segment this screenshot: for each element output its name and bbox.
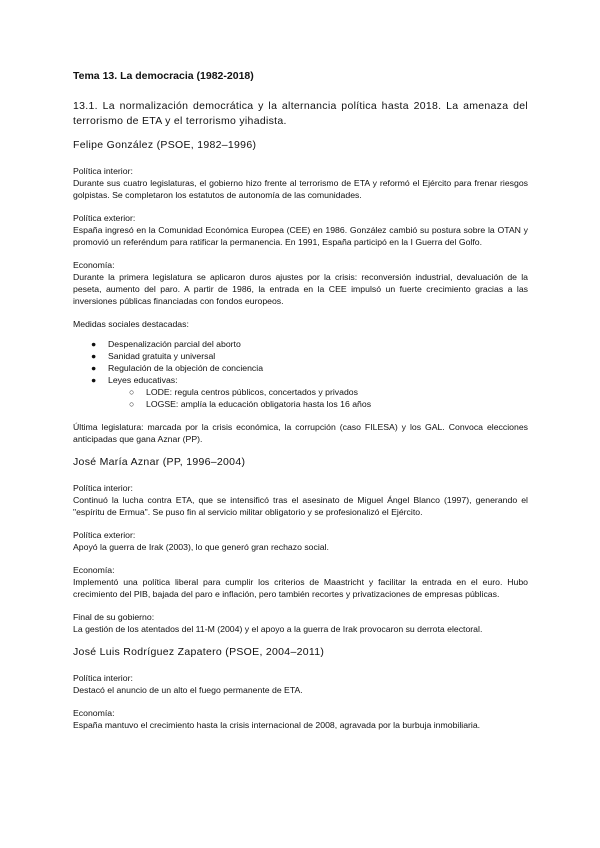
document-title: Tema 13. La democracia (1982-2018) [73,70,254,82]
gonzalez-ultima-text: Última legislatura: marcada por la crisis económica, la corrupción (caso FILESA) y los GAL. Convoca elecciones anticipadas que gana Aznar (PP). [73,422,528,444]
list-item: ● Despenalización parcial del aborto [91,339,241,349]
circle-bullet-icon: ○ [129,387,135,397]
gonzalez-interior-label: Política interior: [73,166,133,176]
bullet-icon: ● [91,351,97,361]
bullet-icon: ● [91,339,97,349]
gonzalez-economia-text: Durante la primera legislatura se aplicaron duros ajustes por la crisis: reconversión industrial, devaluación de la peseta, aumento del paro. A partir de 1986, la entrada en la CEE impulsó un fuerte crecimiento gracias a las inversiones públicas financiadas con fondos europeos. [73,272,528,306]
aznar-exterior-label: Política exterior: [73,530,136,540]
circle-bullet-icon: ○ [129,399,135,409]
gonzalez-medidas-label: Medidas sociales destacadas: [73,319,189,329]
aznar-interior-text: Continuó la lucha contra ETA, que se intensificó tras el asesinato de Miguel Ángel Blanco (1997), generando el "espíritu de Ermua". Se puso fin al servicio militar obligatorio y se profesionalizó el Ejército. [73,495,528,517]
gonzalez-heading: Felipe González (PSOE, 1982–1996) [73,139,257,151]
aznar-interior-label: Política interior: [73,483,133,493]
bullet-icon: ● [91,375,97,385]
zapatero-heading: José Luis Rodríguez Zapatero (PSOE, 2004–2011) [73,646,325,658]
list-item: ○ LODE: regula centros públicos, concertados y privados [129,387,358,397]
document-page [73,70,528,742]
aznar-final-text: La gestión de los atentados del 11-M (2004) y el apoyo a la guerra de Irak provocaron su derrota electoral. [73,624,483,634]
gonzalez-economia-label: Economía: [73,260,115,270]
list-item: ● Regulación de la objeción de conciencia [91,363,264,373]
bullet-icon: ● [91,363,97,373]
aznar-exterior-text: Apoyó la guerra de Irak (2003), lo que generó gran rechazo social. [73,542,329,552]
gonzalez-exterior-label: Política exterior: [73,213,136,223]
gonzalez-interior-text: Durante sus cuatro legislaturas, el gobierno hizo frente al terrorismo de ETA y reformó el Ejército para frenar riesgos golpistas. Se completaron los estatutos de autonomía de las comunidades. [73,178,528,200]
zapatero-interior-text: Destacó el anuncio de un alto el fuego permanente de ETA. [73,685,303,695]
zapatero-interior-label: Política interior: [73,673,133,683]
aznar-heading: José María Aznar (PP, 1996–2004) [73,456,246,468]
section-subtitle: 13.1. La normalización democrática y la alternancia política hasta 2018. La amenaza del terrorismo de ETA y el terrorismo yihadista. [73,100,528,127]
gonzalez-exterior-text: España ingresó en la Comunidad Económica Europea (CEE) en 1986. González cambió su postura sobre la OTAN y promovió un referéndum para ratificar la permanencia. En 1991, España participó en la I Guerra del Golfo. [73,225,528,247]
list-item: ● Sanidad gratuita y universal [91,351,216,361]
zapatero-economia-text: España mantuvo el crecimiento hasta la crisis internacional de 2008, agravada por la burbuja inmobiliaria. [73,720,481,730]
aznar-economia-label: Economía: [73,565,115,575]
list-item: ● Leyes educativas: ○ LODE: regula centros públicos, concertados y privados ○ LOGSE: amplía la educación obligatoria hasta los 16 años [91,374,528,410]
medidas-list [73,338,528,410]
aznar-economia-text: Implementó una política liberal para cumplir los criterios de Maastricht y facilitar la entrada en el euro. Hubo crecimiento del PIB, bajada del paro e inflación, pero también recortes y privatizaciones de empresas públicas. [73,577,528,599]
zapatero-economia-label: Economía: [73,708,115,718]
aznar-final-label: Final de su gobierno: [73,612,155,622]
list-item: ○ LOGSE: amplía la educación obligatoria hasta los 16 años [129,399,372,409]
leyes-list [108,386,528,410]
